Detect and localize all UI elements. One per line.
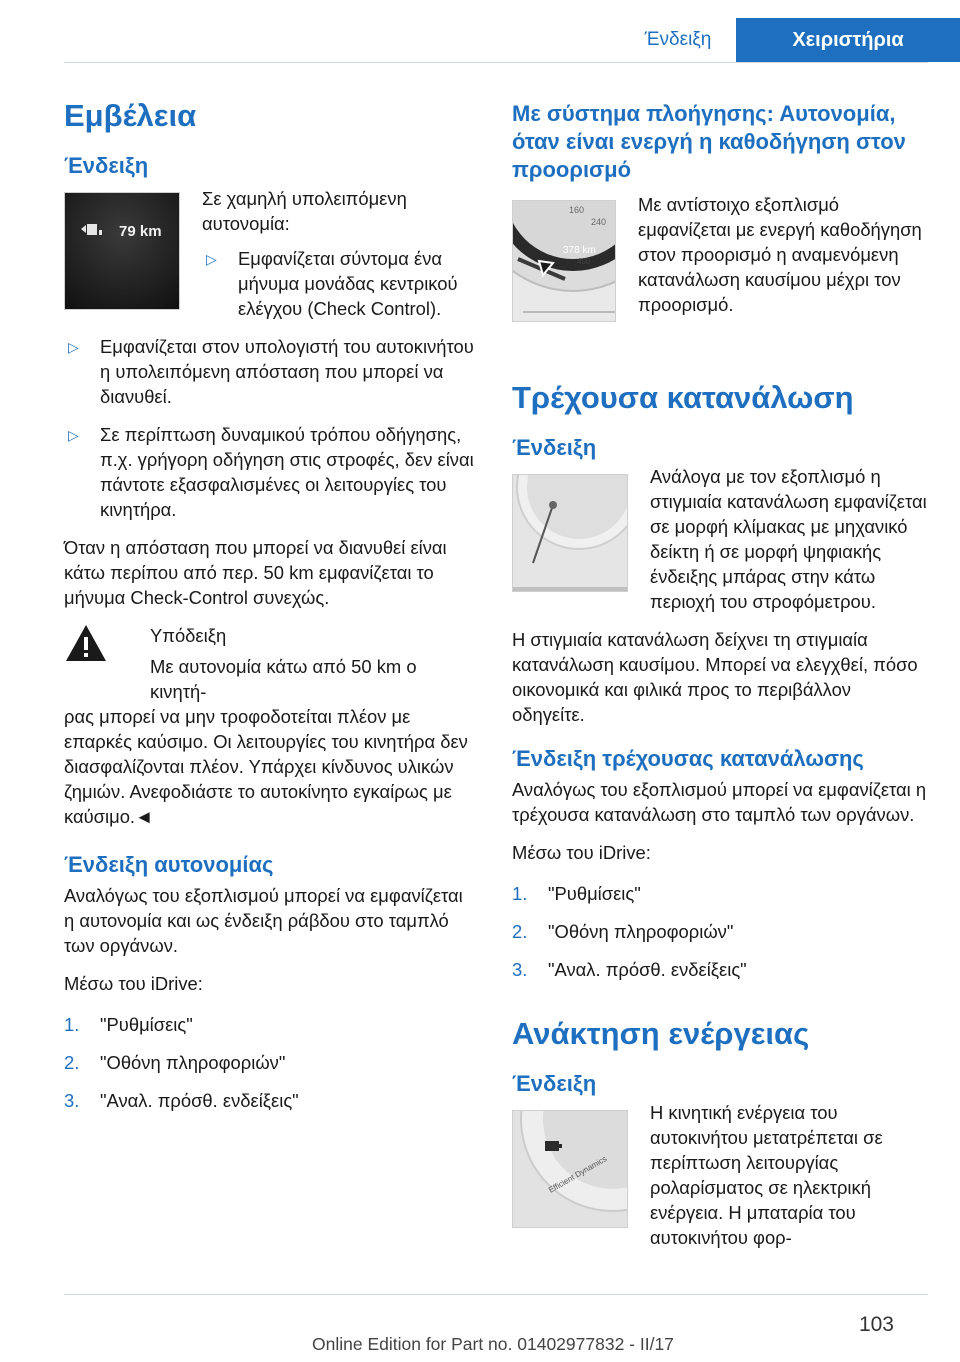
- gauge-icon: [513, 475, 627, 591]
- warning-title: Υπόδειξη: [150, 625, 227, 646]
- fuel-pump-icon: [65, 193, 179, 309]
- heading-nav-range: Με σύστημα πλοήγησης: Αυτονομία, όταν είναι ενεργή η καθοδήγηση στον προορισμό: [512, 101, 906, 182]
- warning-first-line: Με αυτονομία κάτω από 50 km ο κινητή-: [150, 656, 417, 702]
- heading-display: Ένδειξη: [64, 153, 149, 178]
- footer-rule: [64, 1294, 928, 1295]
- step-item: 3. "Αναλ. πρόσθ. ενδείξεις": [512, 959, 747, 980]
- paragraph: Η κινητική ενέργεια του αυτοκινήτου μετατρέπεται σε περίπτωση λειτουργίας ρολαρίσματος σε ηλεκτρική ενέργεια. Η μπαταρία του αυτοκινήτου φορ-: [650, 1102, 883, 1248]
- paragraph: Αναλόγως του εξοπλισμού μπορεί να εμφανίζεται η αυτονομία και ως ένδειξη ράβδου στο ταμπλό των οργάνων.: [64, 885, 463, 956]
- paragraph: Η στιγμιαία κατανάλωση δείχνει τη στιγμιαία κατανάλωση καυσίμου. Μπορεί να ελεγχθεί, πόσο οικονομικά και φιλικά προς το περιβάλλον οδηγείτε.: [512, 629, 918, 725]
- header-chapter[interactable]: Χειριστήρια: [736, 18, 960, 62]
- list-item: [64, 334, 476, 409]
- step-text: "Αναλ. πρόσθ. ενδείξεις": [548, 959, 747, 980]
- figure-nav-gauge: [512, 200, 616, 322]
- paragraph: Ανάλογα με τον εξοπλισμό η στιγμιαία κατανάλωση εμφανίζεται σε μορφή κλίμακας με μηχανικό δείκτη ή σε μορφή ψηφιακής ένδειξης μπάρας στην κάτω περιοχή του στροφόμετρου.: [650, 466, 927, 612]
- step-text: "Οθόνη πληροφοριών": [100, 1052, 286, 1073]
- intro-text: Σε χαμηλή υπολειπόμενη αυτονομία:: [202, 188, 407, 234]
- warning-note: [64, 623, 476, 704]
- right-column: [512, 100, 928, 1263]
- range-value: 79 km: [119, 223, 162, 240]
- list-item-text: Εμφανίζεται στον υπολογιστή του αυτοκινήτου η υπολειπόμενη απόσταση που μπορεί να διανυθεί.: [100, 336, 474, 407]
- tick-label: 240: [591, 217, 607, 227]
- step-item: 2. "Οθόνη πληροφοριών": [512, 921, 734, 942]
- header-section[interactable]: Ένδειξη: [644, 29, 712, 50]
- step-item: 1. "Ρυθμίσεις": [512, 883, 641, 904]
- step-text: "Ρυθμίσεις": [100, 1014, 193, 1035]
- gauge-icon: [513, 1111, 627, 1227]
- list-item-text: Εμφανίζεται σύντομα ένα μήνυμα μονάδας κεντρικού ελέγχου (Check Control).: [238, 248, 458, 319]
- heading-range-display: Ένδειξη αυτονομίας: [64, 852, 274, 877]
- edition-note: Online Edition for Part no. 01402977832 - II/17: [312, 1334, 674, 1354]
- via-text: Μέσω του iDrive:: [512, 842, 651, 863]
- paragraph: Όταν η απόσταση που μπορεί να διανυθεί είναι κάτω περίπου από περ. 50 km εμφανίζεται το μήνυμα Check-Control συνεχώς.: [64, 537, 447, 608]
- list-item: [202, 246, 476, 321]
- page-number: 103: [858, 1313, 894, 1336]
- list-item-text: Σε περίπτωση δυναμικού τρόπου οδήγησης, π.χ. γρήγορη οδήγηση στις στροφές, δεν είναι πάντοτε εξασφαλισμένες οι λειτουργίες του κινητήρα.: [100, 424, 474, 520]
- paragraph: Αναλόγως του εξοπλισμού μπορεί να εμφανίζεται η τρέχουσα κατανάλωση στο ταμπλό των οργάνων.: [512, 779, 927, 825]
- figure-consumption-gauge: [512, 474, 628, 592]
- page-header: [620, 18, 960, 62]
- step-item: 1. "Ρυθμίσεις": [64, 1014, 193, 1035]
- via-text: Μέσω του iDrive:: [64, 973, 203, 994]
- step-text: "Αναλ. πρόσθ. ενδείξεις": [100, 1090, 299, 1111]
- heading-consumption: Τρέχουσα κατανάλωση: [512, 380, 854, 415]
- triangle-bullet-icon: ▷: [68, 427, 79, 443]
- figure-range-display: [64, 192, 180, 310]
- heading-consumption-display: Ένδειξη τρέχουσας κατανάλωσης: [512, 746, 864, 771]
- efficient-dynamics-label: Efficient Dynamics: [547, 1154, 609, 1195]
- tick-label: 160: [569, 205, 585, 215]
- figure-recuperation-gauge: [512, 1110, 628, 1228]
- step-text: "Οθόνη πληροφοριών": [548, 921, 734, 942]
- warning-triangle-icon: [64, 623, 108, 669]
- paragraph: Με αντίστοιχο εξοπλισμό εμφανίζεται με ενεργή καθοδήγηση στον προορισμό η αναμενόμενη κατανάλωση καυσίμου μέχρι τον προορισμό.: [638, 194, 922, 315]
- triangle-bullet-icon: ▷: [206, 251, 217, 267]
- list-item: [64, 422, 476, 522]
- heading-range: Εμβέλεια: [64, 98, 197, 133]
- tick-label: 400: [577, 257, 591, 266]
- heading-display: Ένδειξη: [512, 1071, 597, 1096]
- heading-display: Ένδειξη: [512, 435, 597, 460]
- left-column: [64, 96, 476, 1126]
- nav-range-value: 378 km: [563, 245, 596, 256]
- step-item: 2. "Οθόνη πληροφοριών": [64, 1052, 286, 1073]
- warning-text: ρας μπορεί να μην τροφοδοτείται πλέον με επαρκές καύσιμο. Οι λειτουργίες του κινητήρα δεν διασφαλίζονται πλέον. Υπάρχει κίνδυνος υλικών ζημιών. Ανεφοδιάστε το αυτοκίνητο εγκαίρως με καύσιμο.◄: [64, 706, 468, 827]
- step-text: "Ρυθμίσεις": [548, 883, 641, 904]
- heading-recuperation: Ανάκτηση ενέργειας: [512, 1016, 810, 1051]
- step-item: 3. "Αναλ. πρόσθ. ενδείξεις": [64, 1090, 299, 1111]
- header-rule: [64, 62, 928, 63]
- triangle-bullet-icon: ▷: [68, 339, 79, 355]
